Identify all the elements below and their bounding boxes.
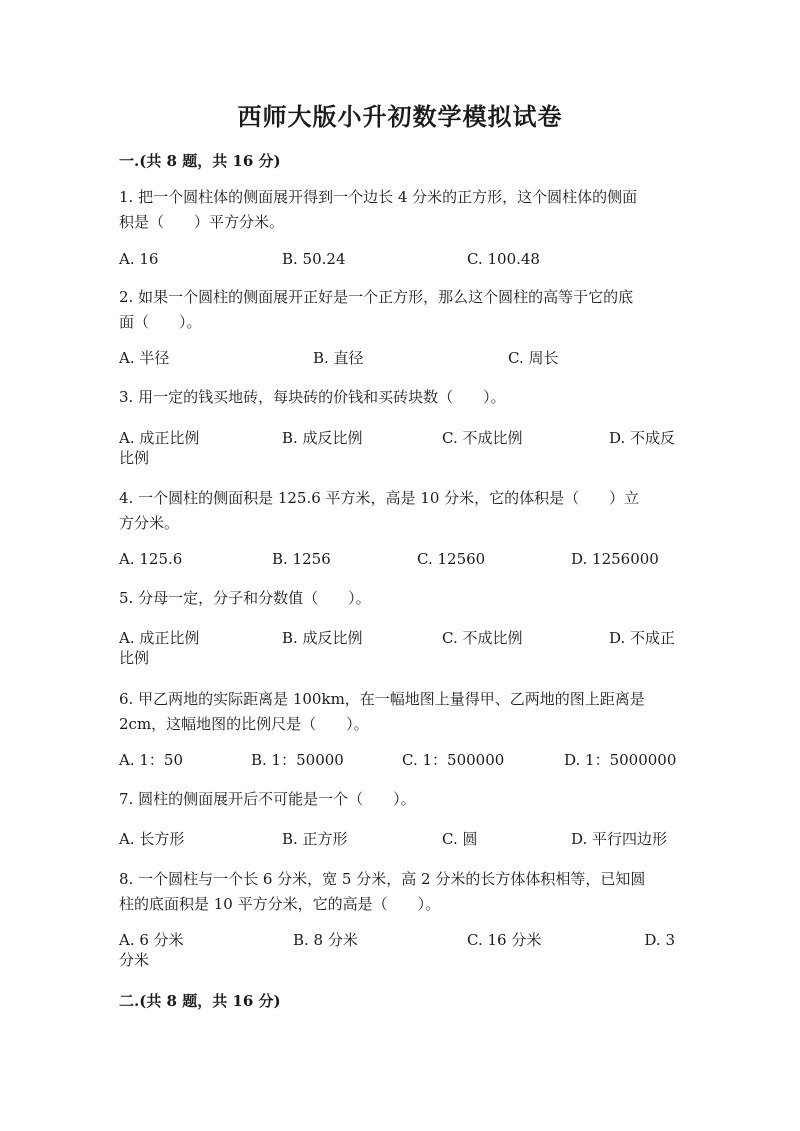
option-a[interactable]: A. 125.6 [119, 550, 183, 568]
question-8 [119, 867, 675, 917]
question-5 [119, 586, 675, 611]
option-b[interactable]: B. 8 分米 [293, 931, 358, 949]
question-text: 3. 用一定的钱买地砖，每块砖的价钱和买砖块数（ ）。 [119, 388, 506, 406]
question-text: 4. 一个圆柱的侧面积是 125.6 平方米，高是 10 分米，它的体积是（ ）立 [119, 489, 640, 507]
question-text: 2cm，这幅地图的比例尺是（ ）。 [119, 715, 369, 733]
question-text: 柱的底面积是 10 平方分米，它的高是（ ）。 [119, 895, 441, 913]
option-d[interactable]: D. 1256000 [571, 550, 659, 568]
question-3 [119, 385, 675, 410]
option-d[interactable]: D. 不成反 [608, 429, 675, 447]
question-4 [119, 486, 675, 536]
option-b[interactable]: B. 直径 [313, 349, 364, 367]
option-c[interactable]: C. 圆 [442, 830, 478, 848]
option-c[interactable]: C. 周长 [508, 349, 559, 367]
option-a[interactable]: A. 成正比例 [119, 429, 200, 447]
option-b[interactable]: B. 正方形 [282, 830, 348, 848]
option-d-wrap: 分米 [119, 951, 150, 969]
question-text: 2. 如果一个圆柱的侧面展开正好是一个正方形，那么这个圆柱的高等于它的底 [119, 288, 634, 306]
option-a[interactable]: A. 6 分米 [119, 931, 184, 949]
page-title: 西师大版小升初数学模拟试卷 [237, 102, 563, 131]
option-c[interactable]: C. 不成比例 [442, 629, 523, 647]
option-d[interactable]: D. 1：5000000 [564, 751, 677, 769]
option-c[interactable]: C. 12560 [417, 550, 486, 568]
question-text: 5. 分母一定，分子和分数值（ ）。 [119, 589, 371, 607]
question-text: 7. 圆柱的侧面展开后不可能是一个（ ）。 [119, 790, 416, 808]
question-5-options [119, 628, 675, 672]
option-d[interactable]: D. 平行四边形 [571, 830, 668, 848]
option-a[interactable]: A. 半径 [119, 349, 170, 367]
option-b[interactable]: B. 1：50000 [251, 751, 344, 769]
option-d-wrap: 比例 [119, 649, 150, 667]
option-c[interactable]: C. 100.48 [467, 250, 540, 268]
question-text: 6. 甲乙两地的实际距离是 100km，在一幅地图上量得甲、乙两地的图上距离是 [119, 690, 645, 708]
option-b[interactable]: B. 50.24 [282, 250, 346, 268]
option-a[interactable]: A. 16 [119, 250, 159, 268]
option-a[interactable]: A. 长方形 [119, 830, 185, 848]
question-6 [119, 687, 675, 737]
option-b[interactable]: B. 成反比例 [282, 629, 363, 647]
question-text: 方分米。 [119, 514, 180, 532]
option-d-wrap: 比例 [119, 449, 150, 467]
option-a[interactable]: A. 1：50 [119, 751, 183, 769]
option-c[interactable]: C. 16 分米 [467, 931, 542, 949]
question-8-options [119, 930, 675, 974]
option-c[interactable]: C. 1：500000 [402, 751, 505, 769]
question-text: 面（ ）。 [119, 313, 202, 331]
option-c[interactable]: C. 不成比例 [442, 429, 523, 447]
question-7 [119, 787, 675, 812]
section-heading-2: 二.(共 8 题，共 16 分) [119, 992, 281, 1010]
question-1 [119, 185, 675, 235]
question-text: 积是（ ）平方分米。 [119, 213, 285, 231]
section-heading-1: 一.(共 8 题，共 16 分) [119, 152, 281, 170]
question-text: 8. 一个圆柱与一个长 6 分米，宽 5 分米，高 2 分米的长方体体积相等，已知圆 [119, 870, 646, 888]
option-b[interactable]: B. 成反比例 [282, 429, 363, 447]
question-text: 1. 把一个圆柱体的侧面展开得到一个边长 4 分米的正方形，这个圆柱体的侧面 [119, 188, 638, 206]
question-2 [119, 285, 675, 335]
option-b[interactable]: B. 1256 [272, 550, 331, 568]
option-d[interactable]: D. 不成正 [608, 629, 675, 647]
question-3-options [119, 428, 675, 472]
option-a[interactable]: A. 成正比例 [119, 629, 200, 647]
option-d[interactable]: D. 3 [644, 931, 675, 949]
